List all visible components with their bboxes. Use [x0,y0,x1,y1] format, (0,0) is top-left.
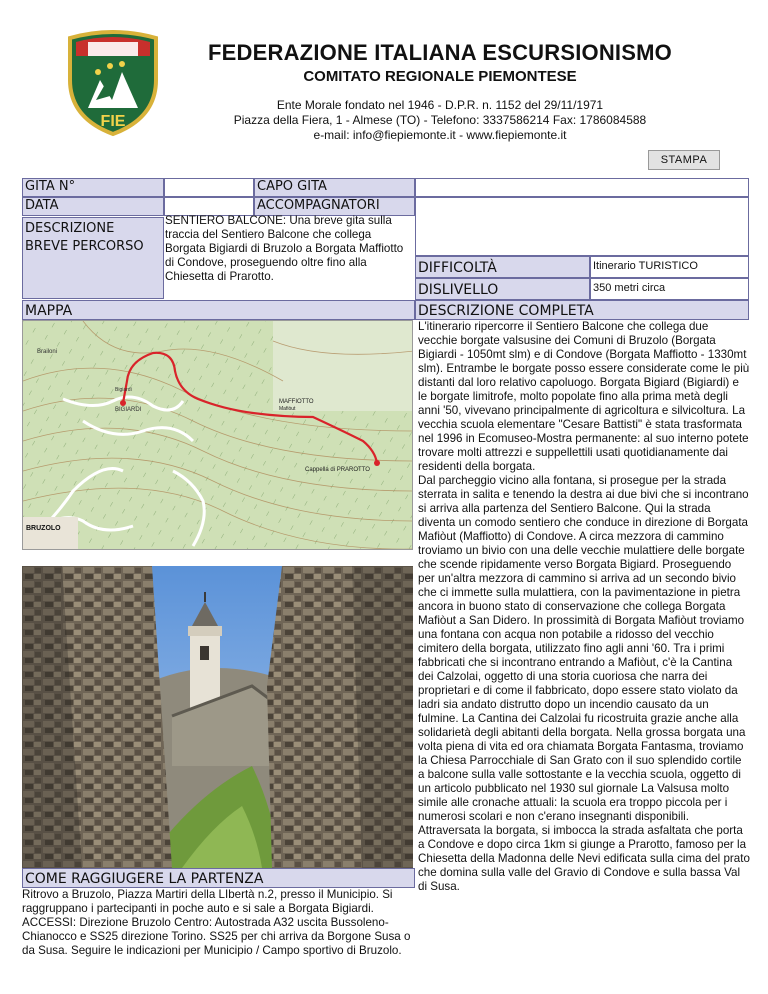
info-line: e-mail: info@fiepiemonte.it - www.fiepiemonte.it [313,128,567,142]
map-label: Cappella di PRAROTTO [305,467,370,473]
capo-gita-field[interactable] [415,178,749,197]
gita-field[interactable] [164,178,254,197]
accompagnatori-field[interactable] [415,197,749,256]
organization-info [180,98,700,143]
capo-gita-label: CAPO GITA [254,178,415,197]
dislivello-label: DISLIVELLO [415,278,590,300]
logo-text: FIE [100,113,126,130]
info-line: Ente Morale fondato nel 1946 - D.P.R. n. 1152 del 29/11/1971 [276,98,604,112]
map-label: Bigiardi [115,387,132,393]
map-label: Brailoni [37,349,58,355]
difficolta-value: Itinerario TURISTICO [590,256,749,278]
map-label: BIGIARDI [115,407,142,413]
map-label: BRUZOLO [26,525,61,532]
route-map [22,320,413,550]
descrizione-completa-text: L'itinerario ripercorre il Sentiero Balcone che collega due vecchie borgate valsusine dei Comuni di Bruzolo (Borgata Bigiardi - 1050mt slm) e di Condove (Borgata Maffiotto - 1330mt slm). Entrambe le borgate posso essere considerate come le più distanti dal loro relativo capoluogo. Borgata Bigiard (Bigiardi) e le borgate limitrofe, molto popolate fino alla prima metà degli anni '50, vivevano principalmente di agricoltura e silvicoltura. La vecchia scuola elementare "Cesare Battisti" è stata trasformata nel 1996 in Ecomuseo-Mostra permanente: al suo interno potete trovare molti attrezzi e suppellettili usati quotidianamente dai residenti della borgata. Dal parcheggio vicino alla fontana, si prosegue per la strada sterrata in salita e tenendo la destra ai due bivi che si incontrano si arriva alla partenza del Sentiero Balcone. Qui la strada diventa un comodo sentiero che conduce in direzione di Borgata Mafiòut (Maffiotto) di Condove. A circa mezzora di cammino troviamo un bivio con una delle vecchie mulattiere delle borgate che scende ripidamente verso Borgata Bigiard. Proseguendo per un'altra mezzora di cammino si arriva ad un secondo bivio che ci immette sulla mulattiera, con la pavimentazione in pietra ancora in buono stato di conservazione che collega Borgata Mafiòut a San Didero. In prossimità di Borgata Mafiòut troviamo una fontana con acqua non potabile a ridosso del vecchio cimitero della borgata, utilizzato fino agli anni '60. Tra i primi fabbricati che si incontrano entrando a Mafiòut, c'è la Cantina dei Calzolai, oggetto di una storia cuoriosa che narra dei proprietari e di come il fabbricato, dopo essere stato violato da ladri sia andato distrutto dopo un incendio causato da un fulmine. La Cantina dei Calzolai fu ricostruita grazie anche alla solidarietà degli abitanti della borgata. Nella grossa borgata una volta piena di vita ed ora chiamata Borgata Fantasma, troviamo la Chiesa Parrocchiale di San Grato con il suo splendido cortile a balcone sulla valle sottostante e la vecchia scuola, oggetto di un articolo pubblicato nel 1930 sul giornale La Valsusa molto simile alle cronache attuali: la scuola era troppo piccola per i numerosi scolari e non c'erano insegnanti disponibili. Attraversata la borgata, si imbocca la strada asfaltata che porta a Condove e dopo circa 1km si giunge a Prarotto, famoso per la Chiesetta della Madonna delle Nevi edificata sulla cima del prato che domina sulla valle del Gravio di Condove e sulla bassa Val di Susa. [418,320,750,893]
descrizione-breve-label: DESCRIZIONE BREVE PERCORSO [25,221,144,254]
partenza-label: COME RAGGIUGERE LA PARTENZA [22,868,415,888]
mappa-label: MAPPA [22,300,415,320]
map-graphic [23,321,413,550]
print-button[interactable]: STAMPA [648,150,720,170]
village-photo [22,566,413,868]
partenza-text: Ritrovo a Bruzolo, Piazza Martiri della LIbertà n.2, presso il Municipio. Si raggruppano i partecipanti in poche auto e si sale a Borgata Bigiardi. ACCESSI: Direzione Bruzolo Centro: Autostrada A32 uscita Bussoleno-Chianocco e SS25 direzione Torino. SS25 per chi arriva da Borgone Susa o da Susa. Seguire le indicazioni per Municipio / Campo sportivo di Bruzolo. [22,888,411,957]
descrizione-breve-header [22,217,164,299]
dislivello-value: 350 metri circa [590,278,749,300]
gita-label: GITA N° [22,178,164,197]
info-line: Piazza della Fiera, 1 - Almese (TO) - Telefono: 3337586214 Fax: 1786084588 [233,113,647,127]
page-title: FEDERAZIONE ITALIANA ESCURSIONISMO [208,40,672,65]
map-label: MAFFIOTTO [279,399,314,405]
page-subtitle: COMITATO REGIONALE PIEMONTESE [303,68,577,85]
descrizione-completa-label: DESCRIZIONE COMPLETA [415,300,749,320]
descrizione-breve-text: SENTIERO BALCONE: Una breve gita sulla traccia del Sentiero Balcone che collega Borgata Bigiardi di Bruzolo a Borgata Maffiotto di Condove, proseguendo oltre fino alla Chiesetta di Prarotto. [165,214,404,283]
difficolta-label: DIFFICOLTÀ [415,256,590,278]
map-label: Mafiòut [279,406,296,412]
accompagnatori-label: ACCOMPAGNATORI [254,197,415,216]
fie-logo [58,30,168,140]
data-label: DATA [22,197,164,216]
photo-graphic [22,566,413,868]
